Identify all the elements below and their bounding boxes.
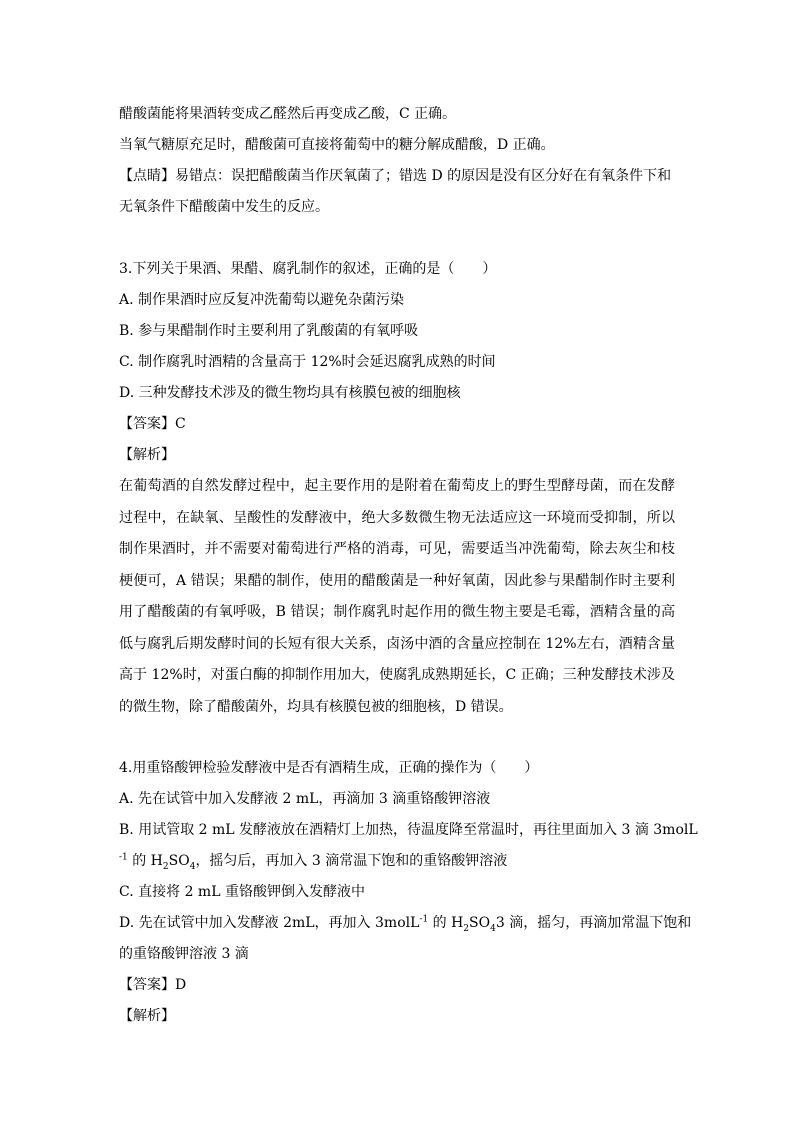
text-run: 3 滴，摇匀，再滴加常温下饱和 [495,915,692,931]
superscript: -1 [119,852,128,863]
q3-option-b: B. 参与果醋制作时主要利用了乳酸菌的有氧呼吸 [119,323,419,339]
subscript: 2 [463,923,470,934]
q3-option-c: C. 制作腐乳时酒精的含量高于 12%时会延迟腐乳成熟的时间 [119,354,496,370]
q4-option-c: C. 直接将 2 mL 重铬酸钾倒入发酵液中 [119,884,365,900]
q3-option-a: A. 制作果酒时应反复冲洗葡萄以避免杂菌污染 [119,292,405,308]
superscript: -1 [419,914,429,925]
subscript: 4 [189,861,196,872]
note-line-2: 无氧条件下醋酸菌中发生的反应。 [119,199,329,215]
q4-answer: 【答案】D [119,977,187,993]
q4-option-d-line-1 [119,913,691,933]
q4-option-b-line-2 [119,851,507,871]
text-run: ，摇匀后，再加入 3 滴常温下饱和的重铬酸钾溶液 [195,853,508,869]
q4-option-b-line-1: B. 用试管取 2 mL 发酵液放在酒精灯上加热，待温度降至常温时，再往里面加入 3 滴 3molL [119,822,698,838]
q3-answer: 【答案】C [119,416,186,432]
intro-line-2: 当氧气糖原充足时，醋酸菌可直接将葡萄中的糖分解成醋酸，D 正确。 [119,137,555,153]
subscript: 4 [490,923,496,934]
text-run: 的 H [127,853,163,869]
q4-stem: 4.用重铬酸钾检验发酵液中是否有酒精生成，正确的操作为（ ） [119,760,539,776]
q3-stem: 3.下列关于果酒、果醋、腐乳制作的叙述，正确的是（ ） [119,261,497,277]
q3-analysis-label: 【解析】 [119,447,175,463]
q3-option-d: D. 三种发酵技术涉及的微生物均具有核膜包被的细胞核 [119,385,461,401]
q4-analysis-label: 【解析】 [119,1008,175,1024]
q4-option-a: A. 先在试管中加入发酵液 2 mL，再滴加 3 滴重铬酸钾溶液 [119,791,491,807]
text-run: 的 H [428,915,464,931]
text-run: SO [469,915,491,931]
q4-option-d-line-2: 的重铬酸钾溶液 3 滴 [119,946,249,962]
note-line-1: 【点睛】易错点：误把醋酸菌当作厌氧菌了；错选 D 的原因是没有区分好在有氧条件下和 [119,168,672,184]
text-run: SO [168,853,190,869]
subscript: 2 [162,861,169,872]
text-run: D. 先在试管中加入发酵液 2mL，再加入 3molL [119,915,420,931]
intro-line-1: 醋酸菌能将果酒转变成乙醛然后再变成乙酸，C 正确。 [119,106,457,122]
q3-analysis-text: 在葡萄酒的自然发酵过程中，起主要作用的是附着在葡萄皮上的野生型酵母菌，而在发酵过程中，在缺氧、呈酸性的发酵液中，绝大多数微生物无法适应这一环境而受抑制，所以制作果酒时，并不需要对葡萄进行严格的消毒，可见，需要适当冲洗葡萄，除去灰尘和枝梗便可，A 错误；果醋的制作，使用的醋酸菌是一种好氧菌，因此参与果醋制作时主要利用了醋酸菌的有氧呼吸，B 错误；制作腐乳时起作用的微生物主要是毛霉，酒精含量的高低与腐乳后期发酵时间的长短有很大关系，卤汤中酒的含量应控制在 12%左右，酒精含量高于 12%时，对蛋白酶的抑制作用加大，使腐乳成熟期延长，C 正确；三种发酵技术涉及的微生物，除了醋酸菌外，均具有核膜包被的细胞核，D 错误。 [119,478,675,715]
